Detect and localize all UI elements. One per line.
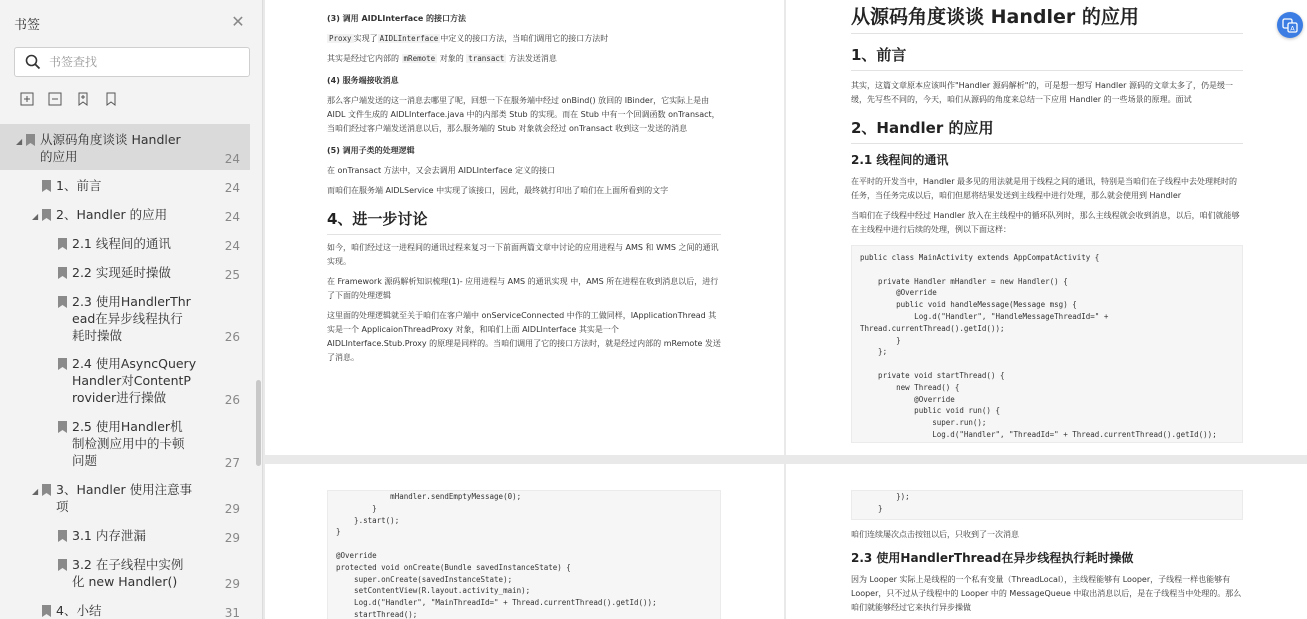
bookmark-label: 1、前言 [56,178,102,193]
inline-code: transact [468,54,505,63]
bookmark-icon [42,605,51,617]
paragraph [327,52,721,66]
document-page [786,464,1307,619]
bookmark-icon [42,209,51,221]
bookmark-item[interactable] [0,286,250,348]
bookmark-item[interactable] [0,549,250,595]
paragraph: 而咱们在服务端 AIDLService 中实现了该接口，因此，最终就打印出了咱们在上面所看到的文字 [327,186,669,195]
collapse-all-icon[interactable] [48,92,62,106]
bookmark-page-number: 24 [224,210,240,224]
paragraph: 其实，这篇文章原本应该叫作"Handler 源码解析"的，可是想一想写 Handler 源码的文章太多了，仍是缓一缓，先写些不同的，今天，咱们从源码的角度来总结一下应用 Handler 的一些场景的原理。面试 [851,81,1233,104]
bookmark-icon [42,180,51,192]
section-heading: 2.3 使用HandlerThread在异步线程执行耗时操做 [851,551,1134,565]
bookmark-page-number: 26 [224,330,240,344]
bookmark-item[interactable] [0,228,250,257]
bookmark-toolbar [20,92,118,106]
bookmark-icon [58,421,67,433]
bookmark-page-number: 31 [224,606,240,619]
bookmark-search-input[interactable] [49,55,229,69]
bookmark-label: 2.5 使用Handler机 制检测应用中的卡顿 问题 [72,419,185,468]
bookmark-page-number: 24 [224,152,240,166]
paragraph: 当咱们在子线程中经过 Handler 放入在主线程中的循环队列时，那么主线程就会收到消息，以后，咱们就能够在主线程中进行后续的处理，例以下面这样： [851,211,1240,234]
bookmark-page-number: 29 [224,502,240,516]
bookmark-label: 3、Handler 使用注意事 项 [56,482,193,514]
sidebar-scrollbar[interactable] [256,380,261,466]
bookmark-icon [58,358,67,370]
bookmark-tree [0,124,250,619]
text-run: 实现了 [353,34,378,43]
translate-icon [1282,17,1298,33]
section-heading: 2.1 线程间的通讯 [851,153,949,167]
bookmark-page-number: 25 [224,268,240,282]
paragraph: 这里面的处理逻辑就至关于咱们在客户端中 onServiceConnected 中作的工做同样，IApplicationThread 其实是一个 ApplicaionThreadProxy 对象，和咱们上面 AIDLInterface 其实是一个 AIDLInterface.Stub.Proxy 的原理是同样的。当咱们调用了它的接口方法时，就是经过内部的 mRemote 发送了消息。 [327,311,721,362]
bookmark-item[interactable] [0,595,250,619]
paragraph: 如今，咱们经过这一进程间的通讯过程来复习一下前面两篇文章中讨论的应用进程与 AMS 和 WMS 之间的通讯实现。 [327,243,719,266]
section-heading: (4) 服务端接收消息 [327,76,399,85]
bookmark-label: 2.3 使用HandlerThr ead在异步线程执行 耗时操做 [72,294,191,343]
document-page [265,0,784,455]
bookmark-icon [26,134,35,146]
text-run: 中定义的接口方法，当咱们调用它的接口方法时 [440,34,609,43]
heading-rule [851,70,1243,71]
bookmark-icon [42,484,51,496]
section-heading: (5) 调用子类的处理逻辑 [327,146,415,155]
paragraph: 在平时的开发当中，Handler 最多见的用法就是用于线程之间的通讯，特别是当咱们在子线程中去处理耗时的任务，当任务完成以后，咱们但愿将结果发送到主线程中进行处理，那么就会使用到 Handler [851,177,1238,200]
bookmark-item[interactable] [0,199,250,228]
chapter-heading: 1、前言 [851,46,907,64]
paragraph: 咱们连续屡次点击按钮以后，只收到了一次消息 [851,530,1019,539]
paragraph: 因为 Looper 实际上是线程的一个私有变量（ThreadLocal），主线程能够有 Looper，子线程一样也能够有 Looper，只不过从子线程中的 Looper 中的 MessageQueue 中取出消息以后，是在子线程当中处理的。那么咱们就能够经过它来执行异步操做 [851,575,1242,612]
document-page [786,0,1307,455]
bookmark-panel [0,0,263,619]
collapse-toggle-icon[interactable]: ◢ [32,487,39,496]
paragraph: 那么客户端发送的这一消息去哪里了呢，回想一下在服务端中经过 onBind() 放回的 IBinder，它实际上是由 AIDL 文件生成的 AIDLInterface.java 中的内部类 Stub 的实现。而在 Stub 中有一个回调函数 onTransact，当咱们经过客户端发送消息以后，那么服务端的 Stub 对象就会经过 onTransact 收到这一发送的消息 [327,96,720,133]
bookmark-label: 2.4 使用AsyncQuery Handler对ContentP rovider进行操做 [72,356,197,405]
bookmark-label: 从源码角度谈谈 Handler 的应用 [40,132,181,164]
code-block: }); } [851,490,1243,520]
text-run: 其实是经过它内部的 [327,54,399,63]
document-page [265,464,784,619]
bookmark-item[interactable] [0,170,250,199]
bookmark-item[interactable] [0,257,250,286]
paragraph: 在 onTransact 方法中，又会去调用 AIDLInterface 定义的接口 [327,166,555,175]
bookmark-item[interactable] [0,348,250,411]
bookmark-label: 2、Handler 的应用 [56,207,168,222]
translate-button[interactable] [1277,12,1303,38]
bookmark-label: 4、小结 [56,603,102,618]
bookmark-search-box[interactable] [14,47,250,77]
bookmark-item[interactable] [0,474,250,520]
chapter-heading: 4、进一步讨论 [327,210,428,228]
section-heading: (3) 调用 AIDLInterface 的接口方法 [327,14,467,23]
collapse-toggle-icon[interactable]: ◢ [16,137,23,146]
bookmark-icon [58,559,67,571]
chapter-heading: 2、Handler 的应用 [851,119,994,137]
inline-code: mRemote [403,54,436,63]
bookmark-icon [58,267,67,279]
bookmark-item[interactable] [0,411,250,474]
bookmark-icon [58,296,67,308]
code-block: mHandler.sendEmptyMessage(0); } }.start(); } @Override protected void onCreate(Bundle savedInstanceState) { super.onCreate(savedInstanceState); setContentView(R.layout.activity_main); Log.d("Handler", "MainThreadId=" + Thread.currentThread().getId()); startThread(); [327,490,721,619]
bookmark-page-number: 26 [224,393,240,407]
bookmark-page-number: 24 [224,181,240,195]
bookmark-label: 2.2 实现延时操做 [72,265,171,280]
heading-rule [327,234,721,235]
expand-all-icon[interactable] [20,92,34,106]
bookmark-label: 3.2 在子线程中实例 化 new Handler() [72,557,184,589]
bookmark-icon [58,238,67,250]
delete-bookmark-icon[interactable] [104,92,118,106]
paragraph [327,32,721,46]
document-title: 从源码角度谈谈 Handler 的应用 [851,6,1139,28]
add-bookmark-icon[interactable] [76,92,90,106]
inline-code: AIDLInterface [379,34,439,43]
code-block: public class MainActivity extends AppCompatActivity { private Handler mHandler = new Handler() { @Override public void handleMessage(Message msg) { Log.d("Handler", "HandleMessageThreadId=" + Thread.currentThread().getId()); } }; private void startThread() { new Thread() { @Override public void run() { super.run(); Log.d("Handler", "ThreadId=" + Thread.currentThread().getId()); [851,245,1243,443]
svg-text:A: A [1290,24,1295,33]
heading-rule [851,33,1243,34]
heading-rule [851,143,1243,144]
bookmark-page-number: 29 [224,577,240,591]
bookmark-page-number: 24 [224,239,240,253]
bookmark-item[interactable] [0,520,250,549]
paragraph: 在 Framework 源码解析知识梳理(1)- 应用进程与 AMS 的通讯实现 中，AMS 所在进程在收到消息以后，进行了下面的处理逻辑 [327,277,719,300]
panel-title: 书签 [14,18,41,33]
bookmark-page-number: 29 [224,531,240,545]
inline-code: Proxy [329,34,352,43]
search-icon [25,54,41,70]
bookmark-icon [58,530,67,542]
text-run: 对象的 [439,54,464,63]
bookmark-page-number: 27 [224,456,240,470]
bookmark-item[interactable] [0,124,250,170]
text-run: 方法发送消息 [508,54,557,63]
collapse-toggle-icon[interactable]: ◢ [32,212,39,221]
bookmark-label: 3.1 内存泄漏 [72,528,146,543]
close-icon[interactable]: ✕ [231,12,245,31]
bookmark-label: 2.1 线程间的通讯 [72,236,171,251]
